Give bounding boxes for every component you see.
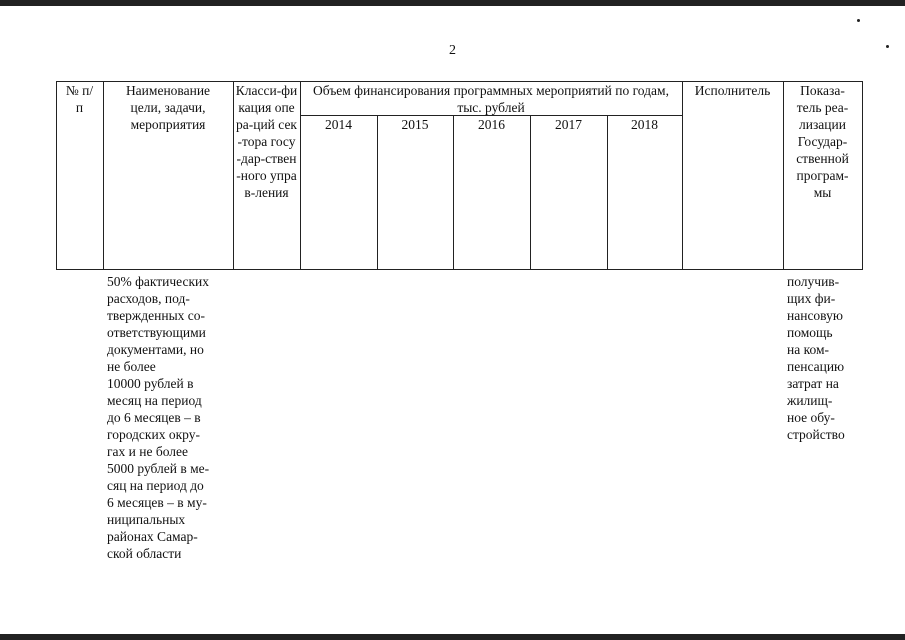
header-indicator-text: Показа-тель реа-лизации Государ-ственной програм-мы — [796, 83, 849, 200]
text-line: затрат на — [787, 376, 839, 391]
text-line: расходов, под- — [107, 291, 190, 306]
header-bottom-border — [56, 269, 863, 270]
text-line: гах и не более — [107, 444, 189, 459]
text-line: ное обу- — [787, 410, 835, 425]
col-divider — [233, 81, 234, 270]
top-scan-border — [0, 0, 905, 6]
table-border-left — [56, 81, 57, 270]
col-divider — [453, 115, 454, 270]
text-line: ответствующими — [107, 325, 206, 340]
header-number-text: № п/п — [65, 83, 94, 115]
text-line: твержденных со- — [107, 308, 206, 323]
text-line: 5000 рублей в ме- — [107, 461, 210, 476]
col-divider — [530, 115, 531, 270]
text-line: помощь — [787, 325, 833, 340]
text-line: пенсацию — [787, 359, 845, 374]
page-number: 2 — [449, 43, 456, 58]
header-executor: Исполнитель — [694, 83, 771, 98]
scan-speck — [857, 19, 860, 22]
text-line: документами, но — [107, 342, 204, 357]
table-border-top — [56, 81, 863, 82]
text-line: на ком- — [787, 342, 829, 357]
bottom-scan-border — [0, 634, 905, 640]
text-line: 50% фактических — [107, 274, 210, 289]
col-divider — [607, 115, 608, 270]
text-line: ниципальных — [107, 512, 186, 527]
text-line: сяц на период до — [107, 478, 204, 493]
text-line: районах Самар- — [107, 529, 198, 544]
funding-year-divider — [300, 115, 682, 116]
header-classification-text: Класси-фикация опера-ций сек-тора госу-дар-ствен-ного управ-ления — [235, 83, 298, 200]
text-line: стройство — [787, 427, 845, 442]
text-line: городских окру- — [107, 427, 200, 442]
col-divider — [103, 81, 104, 270]
col-divider — [783, 81, 784, 270]
col-divider — [377, 115, 378, 270]
text-line: жилищ- — [787, 393, 833, 408]
header-funding-text: Объем финансирования программных мероприятий по годам, тыс. рублей — [313, 83, 669, 115]
header-indicator — [783, 81, 862, 201]
text-line: получив- — [787, 274, 840, 289]
header-year-2016: 2016 — [478, 117, 505, 132]
col-divider — [682, 81, 683, 270]
text-line: 10000 рублей в — [107, 376, 194, 391]
header-name-text: Наименование цели, задачи, мероприятия — [125, 83, 211, 132]
header-year-2017: 2017 — [555, 117, 582, 132]
header-name — [103, 81, 233, 133]
row-name-continuation — [107, 273, 233, 562]
header-year-2015: 2015 — [401, 117, 429, 132]
table-border-right — [862, 81, 863, 270]
text-line: нансовую — [787, 308, 843, 323]
text-line: до 6 месяцев – в — [107, 410, 201, 425]
header-funding — [300, 81, 682, 116]
text-line: щих фи- — [787, 291, 836, 306]
text-line: ской области — [107, 546, 182, 561]
col-divider — [300, 81, 301, 270]
text-line: 6 месяцев – в му- — [107, 495, 207, 510]
row-indicator-continuation — [787, 273, 867, 443]
header-year-2018: 2018 — [631, 117, 658, 132]
header-year-2014: 2014 — [325, 117, 352, 132]
text-line: месяц на период — [107, 393, 202, 408]
text-line: не более — [107, 359, 156, 374]
header-number — [56, 81, 103, 116]
header-classification — [233, 81, 300, 201]
